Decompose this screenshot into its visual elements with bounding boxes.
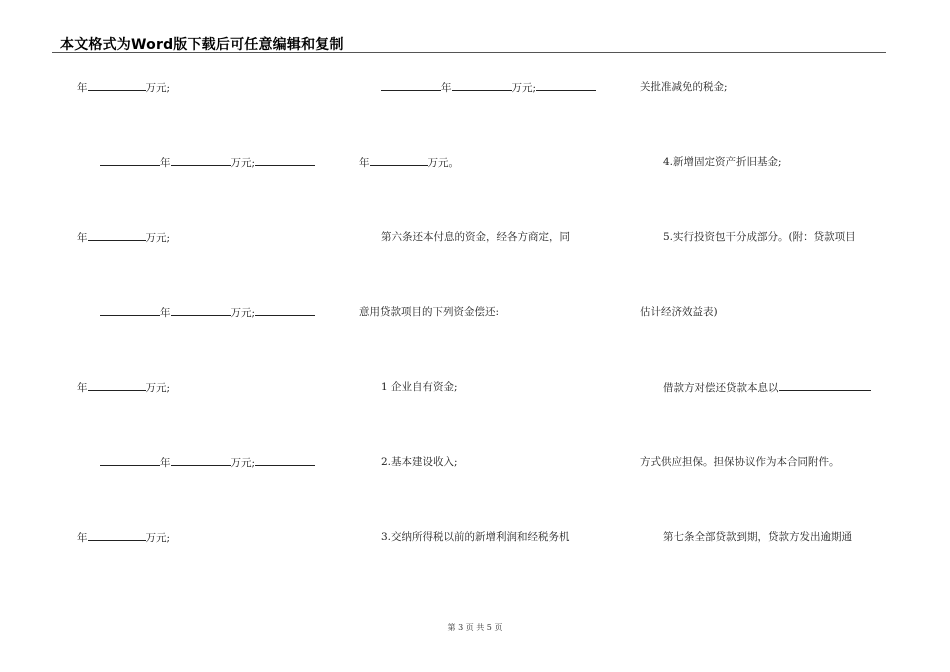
col1-line-7 — [77, 530, 170, 545]
year-label: 年 — [160, 457, 171, 469]
blank-field — [100, 455, 160, 466]
header-divider — [52, 52, 886, 53]
amount-label: 万元; — [230, 157, 256, 169]
blank-field — [255, 155, 315, 166]
col1-line-1 — [77, 80, 170, 95]
amount-label: 万元。 — [427, 157, 459, 169]
col2-line-7: 3.交纳所得税以前的新增利润和经税务机 — [381, 531, 570, 543]
col3-line-3: 5.实行投资包干分成部分。(附：贷款项目 — [663, 231, 856, 243]
col3-line-4: 估计经济效益表) — [640, 306, 718, 318]
year-label: 年 — [359, 157, 370, 169]
amount-label: 万元; — [230, 307, 256, 319]
col1-line-6 — [100, 455, 315, 470]
year-label: 年 — [441, 82, 452, 94]
year-label: 年 — [77, 382, 88, 394]
year-label: 年 — [160, 157, 171, 169]
blank-field — [88, 530, 146, 541]
blank-field — [536, 80, 596, 91]
col3-line-5 — [663, 380, 871, 395]
amount-label: 万元; — [145, 382, 171, 394]
col1-line-2 — [100, 155, 315, 170]
blank-field — [100, 155, 160, 166]
col3-line-7: 第七条全部贷款到期，贷款方发出逾期通 — [663, 531, 852, 543]
col1-line-5 — [77, 380, 170, 395]
blank-field — [88, 380, 146, 391]
blank-field — [100, 305, 160, 316]
col2-line-2 — [359, 155, 459, 170]
col1-line-4 — [100, 305, 315, 320]
col2-line-3: 第六条还本付息的资金，经各方商定，同 — [381, 231, 570, 243]
blank-field — [255, 455, 315, 466]
year-label: 年 — [77, 82, 88, 94]
blank-field — [88, 230, 146, 241]
amount-label: 万元; — [145, 532, 171, 544]
col1-line-3 — [77, 230, 170, 245]
page-header-title: 本文格式为Word版下载后可任意编辑和复制 — [60, 37, 344, 53]
blank-field — [779, 380, 871, 391]
page-footer: 第 3 页 共 5 页 — [447, 623, 503, 632]
guarantee-text: 借款方对偿还贷款本息以 — [663, 382, 779, 394]
amount-label: 万元; — [145, 232, 171, 244]
amount-label: 万元; — [145, 82, 171, 94]
blank-field — [255, 305, 315, 316]
blank-field — [171, 455, 231, 466]
blank-field — [381, 80, 441, 91]
amount-label: 万元; — [230, 457, 256, 469]
col2-line-6: 2.基本建设收入; — [381, 456, 458, 468]
blank-field — [171, 155, 231, 166]
col2-line-5: 1 企业自有资金; — [381, 381, 458, 393]
blank-field — [171, 305, 231, 316]
col3-line-1: 关批准减免的税金; — [640, 81, 728, 93]
year-label: 年 — [77, 232, 88, 244]
year-label: 年 — [77, 532, 88, 544]
col3-line-6: 方式供应担保。担保协议作为本合同附件。 — [640, 456, 840, 468]
col2-line-1 — [381, 80, 596, 95]
blank-field — [88, 80, 146, 91]
col2-line-4: 意用贷款项目的下列资金偿还: — [359, 306, 500, 318]
blank-field — [452, 80, 512, 91]
blank-field — [370, 155, 428, 166]
year-label: 年 — [160, 307, 171, 319]
amount-label: 万元; — [511, 82, 537, 94]
col3-line-2: 4.新增固定资产折旧基金; — [663, 156, 782, 168]
